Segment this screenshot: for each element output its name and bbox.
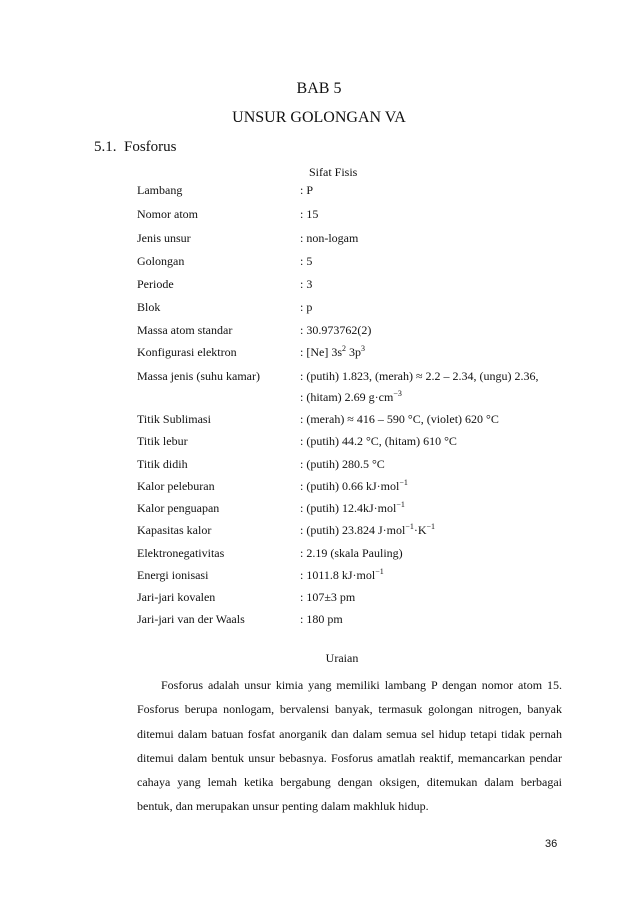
property-value — [300, 434, 457, 449]
property-label: Konfigurasi elektron — [137, 345, 237, 359]
property-value-text: : (merah) ≈ 416 – 590 °C, (violet) 620 °C — [300, 412, 499, 426]
property-value — [300, 501, 405, 516]
property-value — [300, 323, 371, 338]
section-number: 5.1. — [94, 139, 117, 155]
property-value — [300, 546, 403, 561]
superscript: 3 — [361, 344, 365, 353]
property-value-text: : (putih) 0.66 kJ·mol — [300, 479, 400, 493]
property-label: Jari-jari van der Waals — [137, 612, 245, 626]
property-value — [300, 612, 343, 627]
property-value — [300, 345, 365, 360]
property-label: Jari-jari kovalen — [137, 590, 216, 604]
property-value-text: : [Ne] 3s — [300, 345, 342, 359]
property-row — [0, 254, 638, 276]
superscript: −3 — [393, 389, 402, 398]
property-value — [300, 523, 435, 538]
page-number: 36 — [545, 838, 558, 850]
description-text: Fosforus adalah unsur kimia yang memiliki lambang P dengan nomor atom 15. Fosforus berupa nonlogam, bervalensi banyak, termasuk golongan nitrogen, banyak ditemui dalam batuan fosfat anorganik dan dalam semua sel hidup tetapi tidak pernah ditemui dalam bentuk unsur bebasnya. Fosforus amatlah reaktif, memancarkan pendar cahaya yang lemah ketika bergabung dengan oksigen, ditemukan dalam berbagai bentuk, dan merupakan unsur penting dalam makhluk hidup. — [137, 678, 562, 814]
property-value-text: : non-logam — [300, 231, 359, 245]
superscript: −1 — [426, 522, 436, 531]
property-row — [0, 369, 638, 391]
property-value — [300, 369, 539, 384]
property-label: Titik Sublimasi — [137, 412, 211, 426]
property-row — [0, 612, 638, 634]
property-label: Energi ionisasi — [137, 568, 209, 582]
property-value — [300, 590, 355, 605]
property-value-text: : (putih) 44.2 °C, (hitam) 610 °C — [300, 434, 457, 448]
property-row — [0, 277, 638, 299]
property-label: Titik didih — [137, 457, 188, 471]
property-row — [0, 412, 638, 434]
property-row — [0, 479, 638, 501]
property-value-text: : 1011.8 kJ·mol — [300, 568, 376, 582]
property-value-text: : 107±3 pm — [300, 590, 356, 604]
property-value — [300, 568, 384, 583]
property-value-text: : (putih) 12.4kJ·mol — [300, 501, 397, 515]
property-value — [300, 231, 358, 246]
property-row — [0, 590, 638, 612]
property-label: Blok — [137, 300, 161, 314]
property-value-text: : 180 pm — [300, 612, 343, 626]
property-value — [300, 277, 312, 292]
property-row — [0, 434, 638, 456]
property-row — [0, 546, 638, 568]
property-value-text: 3p — [346, 345, 361, 359]
property-row — [0, 231, 638, 253]
property-label: Massa atom standar — [137, 323, 233, 337]
property-value — [300, 479, 408, 494]
property-value-text: : 2.19 (skala Pauling) — [300, 546, 403, 560]
property-value — [300, 254, 312, 269]
property-row — [0, 390, 638, 412]
superscript: −1 — [396, 500, 405, 509]
property-row — [0, 300, 638, 322]
property-label: Elektronegativitas — [137, 546, 225, 560]
property-row — [0, 183, 638, 205]
section-heading — [94, 139, 177, 156]
property-label: Titik lebur — [137, 434, 188, 448]
property-value-text: : (putih) 23.824 J·mol — [300, 523, 406, 537]
property-value — [300, 183, 313, 198]
property-value — [300, 457, 385, 472]
property-label: Periode — [137, 277, 174, 291]
property-value-text: : (hitam) 2.69 g·cm — [300, 390, 394, 404]
property-value-text: ·K — [413, 523, 427, 537]
physical-properties-heading: Sifat Fisis — [309, 165, 358, 179]
property-value-text: : 15 — [300, 207, 319, 221]
description-heading: Uraian — [325, 651, 359, 665]
description-paragraph — [137, 673, 562, 819]
section-title: Fosforus — [124, 139, 177, 155]
property-row — [0, 568, 638, 590]
property-label: Golongan — [137, 254, 185, 268]
property-label: Kalor penguapan — [137, 501, 220, 515]
property-row — [0, 323, 638, 345]
property-value-text: : P — [300, 183, 314, 197]
property-label: Nomor atom — [137, 207, 198, 221]
property-value-text: : 3 — [300, 277, 313, 291]
property-row — [0, 345, 638, 367]
property-value-text: : p — [300, 300, 313, 314]
chapter-title: UNSUR GOLONGAN VA — [232, 109, 406, 126]
superscript: −1 — [399, 478, 408, 487]
superscript: −1 — [375, 567, 384, 576]
property-value — [300, 300, 312, 315]
property-label: Kalor peleburan — [137, 479, 215, 493]
property-row — [0, 501, 638, 523]
property-value-text: : (putih) 1.823, (merah) ≈ 2.2 – 2.34, (ungu) 2.36, — [300, 369, 539, 383]
property-value-text: : 5 — [300, 254, 313, 268]
property-value — [300, 207, 318, 222]
property-label: Kapasitas kalor — [137, 523, 212, 537]
chapter-number: BAB 5 — [296, 80, 342, 97]
superscript: 2 — [342, 344, 346, 353]
property-value — [300, 412, 499, 427]
property-row — [0, 457, 638, 479]
property-value — [300, 390, 402, 405]
property-value-text: : (putih) 280.5 °C — [300, 457, 385, 471]
property-row — [0, 207, 638, 229]
property-label: Jenis unsur — [137, 231, 191, 245]
superscript: −1 — [405, 522, 414, 531]
property-label: Massa jenis (suhu kamar) — [137, 369, 260, 383]
property-row — [0, 523, 638, 545]
property-value-text: : 30.973762(2) — [300, 323, 372, 337]
property-label: Lambang — [137, 183, 183, 197]
